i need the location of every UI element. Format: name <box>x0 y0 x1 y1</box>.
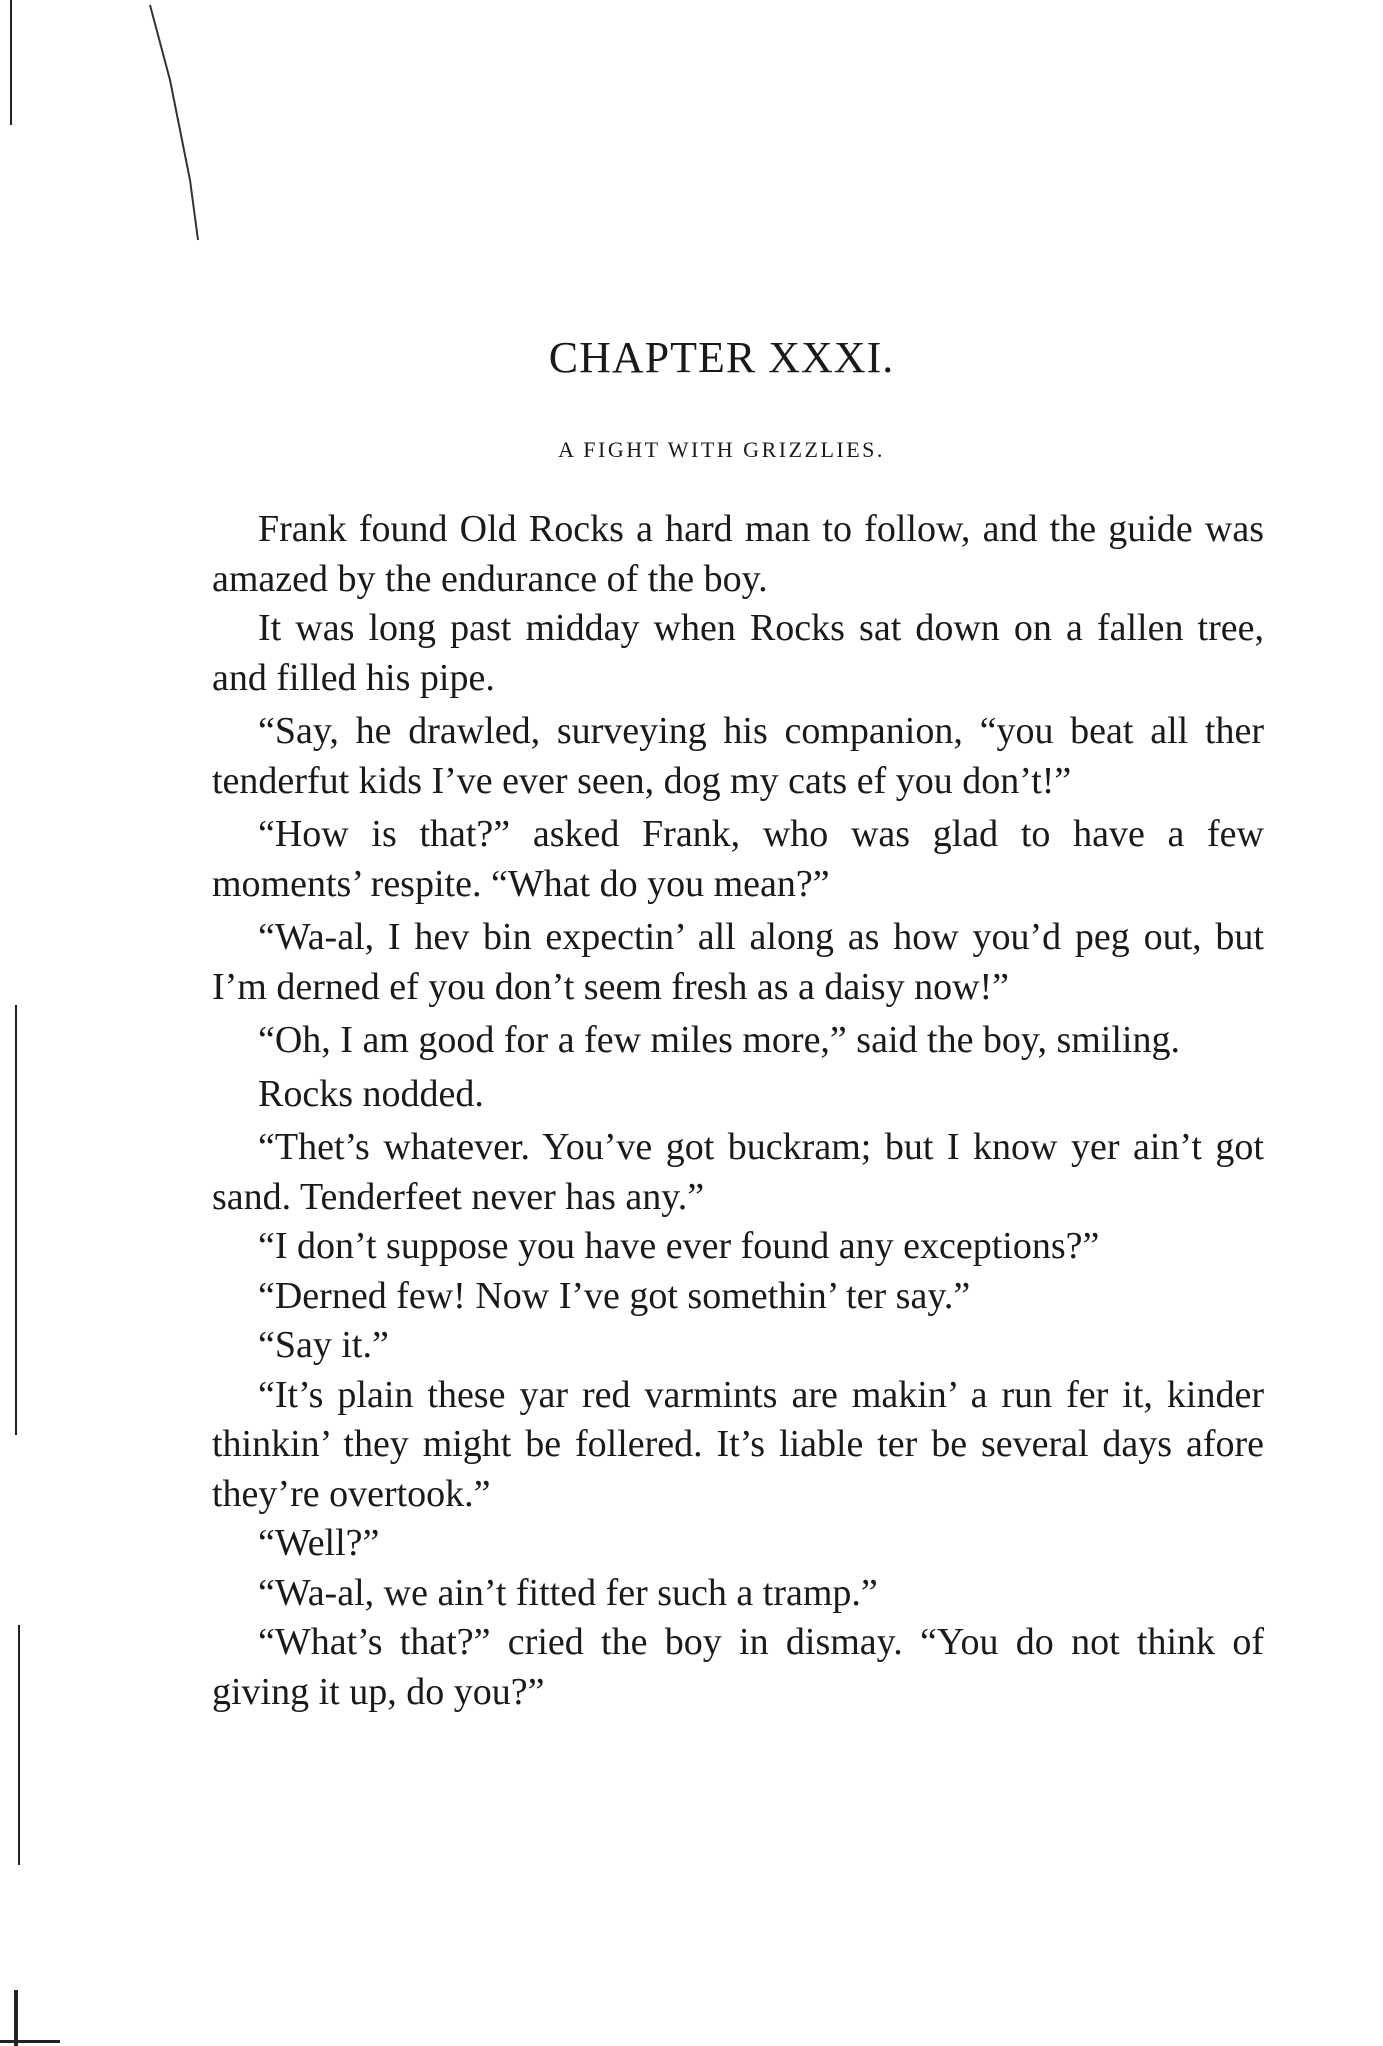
paragraph: Frank found Old Rocks a hard man to follow, and the guide was amazed by the endurance of the boy. <box>212 508 1264 600</box>
paragraph: “Derned few! Now I’ve got somethin’ ter say.” <box>258 1274 971 1317</box>
chapter-title: CHAPTER XXXI. <box>548 333 895 382</box>
paragraph: “Wa-al, we ain’t fitted fer such a tramp.” <box>258 1571 878 1614</box>
paragraph: “Wa-al, I hev bin expectin’ all along as how you’d peg out, but I’m derned ef you don’t seem fresh as a daisy now!” <box>212 916 1264 1008</box>
paragraph: “Say, he drawled, surveying his companion, “you beat all ther tenderfut kids I’ve ever seen, dog my cats ef you don’t!” <box>212 710 1264 802</box>
scan-edge-foot-horizontal <box>0 2040 60 2043</box>
scan-diagonal-mark <box>140 0 220 250</box>
paragraph: Rocks nodded. <box>258 1072 484 1115</box>
paragraph: “Oh, I am good for a few miles more,” said the boy, smiling. <box>258 1019 1180 1061</box>
scan-edge-line-middle <box>15 1005 17 1435</box>
scan-edge-foot-vertical <box>14 1990 18 2046</box>
chapter-body <box>212 505 1264 1717</box>
paragraph: “Thet’s whatever. You’ve got buckram; but I know yer ain’t got sand. Tenderfeet never has any.” <box>212 1126 1264 1218</box>
paragraph: “It’s plain these yar red varmints are makin’ a run fer it, kinder thinkin’ they might be follered. It’s liable ter be several days afore they’re overtook.” <box>212 1373 1264 1515</box>
paragraph: “I don’t suppose you have ever found any exceptions?” <box>258 1225 1100 1267</box>
scan-edge-line-lower <box>18 1625 20 1865</box>
chapter-subtitle: A FIGHT WITH GRIZZLIES. <box>558 437 885 462</box>
paragraph: “Say it.” <box>258 1324 389 1366</box>
paragraph: “Well?” <box>258 1522 380 1564</box>
paragraph: “How is that?” asked Frank, who was glad to have a few moments’ respite. “What do you mean?” <box>212 813 1264 905</box>
paragraph: “What’s that?” cried the boy in dismay. “You do not think of giving it up, do you?” <box>212 1621 1264 1713</box>
scan-edge-line-top <box>10 0 12 125</box>
paragraph: It was long past midday when Rocks sat down on a fallen tree, and filled his pipe. <box>212 607 1264 699</box>
